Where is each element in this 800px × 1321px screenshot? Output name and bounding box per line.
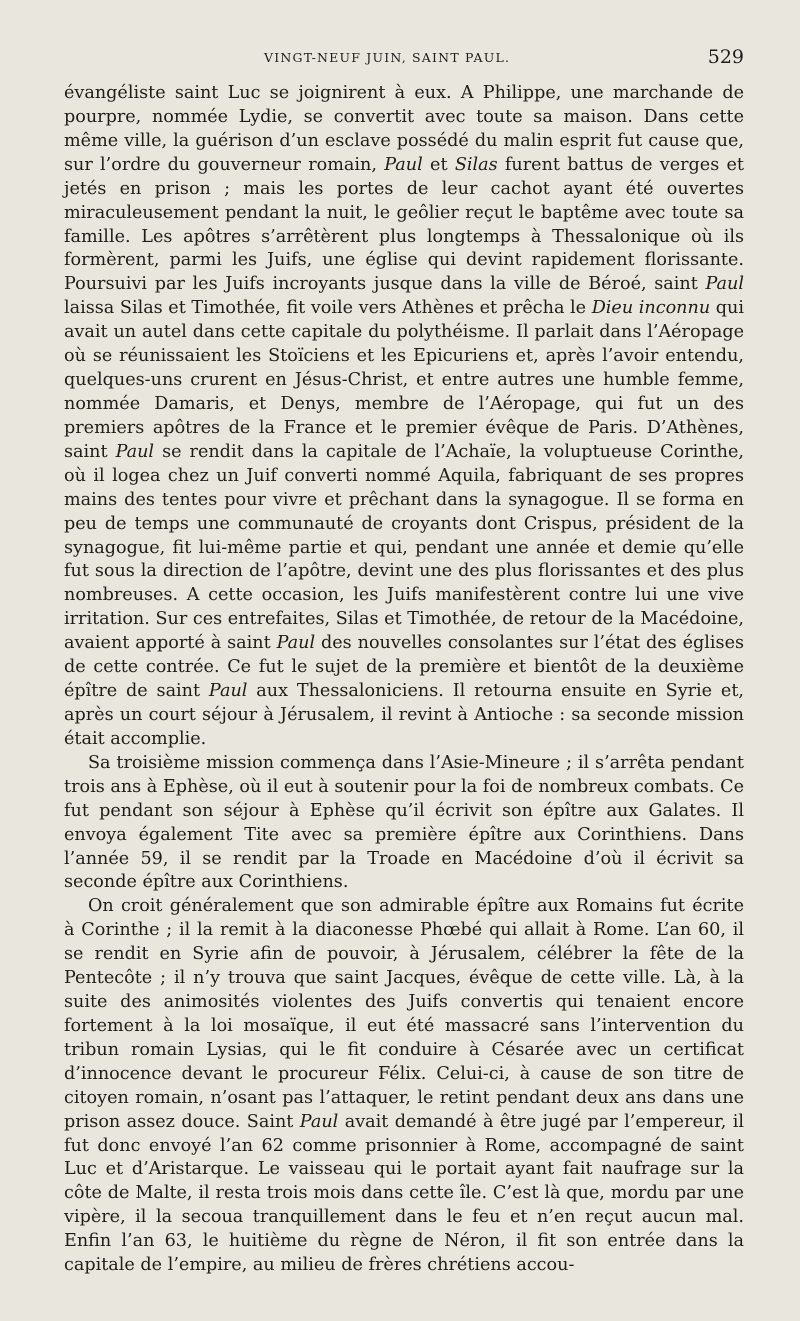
italic-text: Paul [208, 681, 248, 702]
italic-text: Paul [299, 1111, 339, 1132]
italic-text: Dieu inconnu [591, 298, 711, 319]
italic-text: Silas [454, 154, 498, 175]
italic-text: Paul [276, 633, 316, 654]
paragraph-text: aux Thessaloniciens. Il retourna ensuite en Syrie et, après un court séjour à Jérusalem, il revint à Antioche : sa seconde mission était accomplie. [64, 681, 744, 749]
italic-text: Paul [384, 154, 423, 175]
paragraph [64, 895, 744, 1278]
paragraph-text: et [422, 154, 455, 175]
paragraph-text: évangéliste saint Luc se joignirent à eux. A Philippe, une marchande de pourpre, nommée Lydie, se convertit avec toute sa maison. Dans cette même ville, la guérison d’un esclave possédé du malin esprit fut cause que, sur l’ordre du gouverneur romain, [64, 83, 744, 175]
page-number: 529 [707, 46, 744, 68]
paragraph-text: furent battus de verges et jetés en prison ; mais les portes de leur cachot ayant été ouvertes miraculeusement pendant la nuit, le geôlier reçut le baptême avec toute sa famille. Les apôtres s’arrêtèrent plus longtemps à Thessalonique où ils formèrent, parmi les Juifs, une église qui devint rapidement florissante. Poursuivi par les Juifs incroyants jusque dans la ville de Béroé, saint [64, 154, 744, 295]
paragraph [64, 752, 744, 896]
paragraph-text: laissa Silas et Timothée, fit voile vers Athènes et prêcha le [64, 298, 592, 319]
body-text [64, 82, 744, 1278]
paragraph-text: avait demandé à être jugé par l’empereur, il fut donc envoyé l’an 62 comme prisonnier à Rome, accompagné de saint Luc et d’Aristarque. Le vaisseau qui le portait ayant fait naufrage sur la côte de Malte, il resta trois mois dans cette île. C’est là que, mordu par une vipère, il la secoua tranquillement dans le feu et n’en reçut aucun mal. Enfin l’an 63, le huitième du règne de Néron, il fit son entrée dans la capitale de l’empire, au milieu de frères chrétiens accou- [64, 1111, 744, 1276]
paragraph-text: Sa troisième mission commença dans l’Asie-Mineure ; il s’arrêta pendant trois ans à Ephèse, où il eut à soutenir pour la foi de nombreux combats. Ce fut pendant son séjour à Ephèse qu’il écrivit son épître aux Galates. Il envoya également Tite avec sa première épître aux Corinthiens. Dans l’année 59, il se rendit par la Troade en Macédoine d’où il écrivit sa seconde épître aux Corinthiens. [64, 752, 744, 893]
italic-text: Paul [115, 441, 155, 462]
running-head [64, 46, 744, 70]
paragraph-text: On croit généralement que son admirable épître aux Romains fut écrite à Corinthe ; il la remit à la diaconesse Phœbé qui allait à Rome. L’an 60, il se rendit en Syrie afin de pouvoir, à Jérusalem, célébrer la fête de la Pentecôte ; il n’y trouva que saint Jacques, évêque de cette ville. Là, à la suite des animosités violentes des Juifs convertis qui tenaient encore fortement à la loi mosaïque, il eut été massacré sans l’intervention du tribun romain Lysias, qui le fit conduire à Césarée avec un certificat d’innocence devant le procureur Félix. Celui-ci, à cause de son titre de citoyen romain, n’osant pas l’attaquer, le retint pendant deux ans dans une prison assez douce. Saint [64, 896, 744, 1132]
paragraph-text: qui avait un autel dans cette capitale du polythéisme. Il parlait dans l’Aéropage où se réunissaient les Stoïciens et les Epicuriens et, après l’avoir entendu, quelques-uns crurent en Jésus-Christ, et entre autres une humble femme, nommée Damaris, et Denys, membre de l’Aéropage, qui fut un des premiers apôtres de la France et le premier évêque de Paris. D’Athènes, saint [64, 298, 745, 462]
italic-text: Paul [705, 274, 744, 295]
paragraph [64, 82, 744, 752]
paragraph-text: des nouvelles consolantes sur l’état des églises de cette contrée. Ce fut le sujet de la première et bientôt de la deuxième épître de saint [64, 633, 745, 702]
running-title: VINGT-NEUF JUIN, SAINT PAUL. [264, 50, 511, 65]
paragraph-text: se rendit dans la capitale de l’Achaïe, la voluptueuse Corinthe, où il logea chez un Juif converti nommé Aquila, fabriquant de ses propres mains des tentes pour vivre et prêchant dans la synagogue. Il se forma en peu de temps une communauté de croyants dont Crispus, président de la synagogue, fit lui-même partie et qui, pendant une année et demie qu’elle fut sous la direction de l’apôtre, devint une des plus florissantes et des plus nombreuses. A cette occasion, les Juifs manifestèrent contre lui une vive irritation. Sur ces entrefaites, Silas et Timothée, de retour de la Macédoine, avaient apporté à saint [64, 441, 744, 654]
